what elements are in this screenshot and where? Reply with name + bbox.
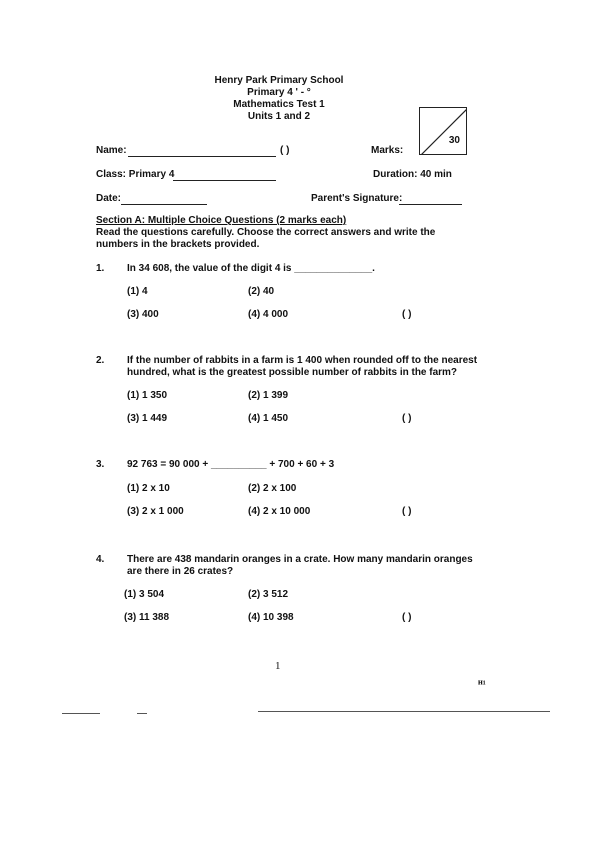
- option: (1) 2 x 10: [127, 483, 170, 494]
- option: (3) 400: [127, 309, 159, 320]
- option: (2) 40: [248, 286, 275, 297]
- question-text: There are 438 mandarin oranges in a crate. How many mandarin oranges: [127, 554, 473, 565]
- option: (2) 2 x 100: [248, 483, 297, 494]
- option: (1) 1 350: [127, 390, 168, 401]
- instructions-line-1: Read the questions carefully. Choose the correct answers and write the: [96, 227, 436, 238]
- answer-brackets[interactable]: ( ): [402, 612, 412, 623]
- page-number: 1: [275, 660, 281, 672]
- name-field[interactable]: [128, 156, 276, 157]
- option: (4) 1 450: [248, 413, 289, 424]
- question-text: hundred, what is the greatest possible number of rabbits in the farm?: [127, 367, 458, 378]
- marks-total: 30: [448, 135, 460, 146]
- option: (3) 1 449: [127, 413, 168, 424]
- units-line: Units 1 and 2: [247, 111, 311, 122]
- option: (2) 3 512: [248, 589, 289, 600]
- marks-box: [419, 107, 467, 155]
- marks-label: Marks:: [371, 145, 404, 156]
- option: (1) 3 504: [124, 589, 165, 600]
- level-line: Primary 4 ' - °: [247, 87, 311, 98]
- name-label: Name:: [96, 145, 127, 156]
- question-text: In 34 608, the value of the digit 4 is ______________.: [127, 263, 375, 274]
- date-label: Date:: [96, 193, 122, 204]
- answer-brackets[interactable]: ( ): [402, 506, 412, 517]
- date-field[interactable]: [121, 204, 207, 205]
- scan-line-mid: [137, 713, 147, 714]
- option: (4) 10 398: [248, 612, 294, 623]
- scan-line-right: [258, 711, 550, 712]
- parent-signature-field[interactable]: [399, 204, 462, 205]
- parent-signature-label: Parent's Signature:: [311, 193, 403, 204]
- class-label: Class: Primary 4: [96, 169, 175, 180]
- question-number: 3.: [96, 459, 105, 470]
- question-number: 2.: [96, 355, 105, 366]
- option: (4) 2 x 10 000: [248, 506, 311, 517]
- section-title: Section A: Multiple Choice Questions (2 marks each): [96, 215, 347, 226]
- marks-diagonal-line: [420, 108, 467, 155]
- option: (3) 2 x 1 000: [127, 506, 184, 517]
- answer-brackets[interactable]: ( ): [402, 309, 412, 320]
- question-number: 1.: [96, 263, 105, 274]
- question-text: If the number of rabbits in a farm is 1 400 when rounded off to the nearest: [127, 355, 478, 366]
- school-name: Henry Park Primary School: [214, 75, 344, 86]
- question-text: are there in 26 crates?: [127, 566, 234, 577]
- option: (1) 4: [127, 286, 148, 297]
- test-title: Mathematics Test 1: [233, 99, 325, 110]
- option: (2) 1 399: [248, 390, 289, 401]
- instructions-line-2: numbers in the brackets provided.: [96, 239, 260, 250]
- question-text: 92 763 = 90 000 + __________ + 700 + 60 + 3: [127, 459, 335, 470]
- question-number: 4.: [96, 554, 105, 565]
- answer-brackets[interactable]: ( ): [402, 413, 412, 424]
- class-field[interactable]: [173, 180, 276, 181]
- register-number-brackets[interactable]: ( ): [280, 145, 290, 156]
- duration-label: Duration: 40 min: [373, 169, 452, 180]
- handwritten-scribble: ᴴ¹: [478, 679, 486, 690]
- option: (3) 11 388: [124, 612, 170, 623]
- option: (4) 4 000: [248, 309, 289, 320]
- scan-line-left: [62, 713, 100, 714]
